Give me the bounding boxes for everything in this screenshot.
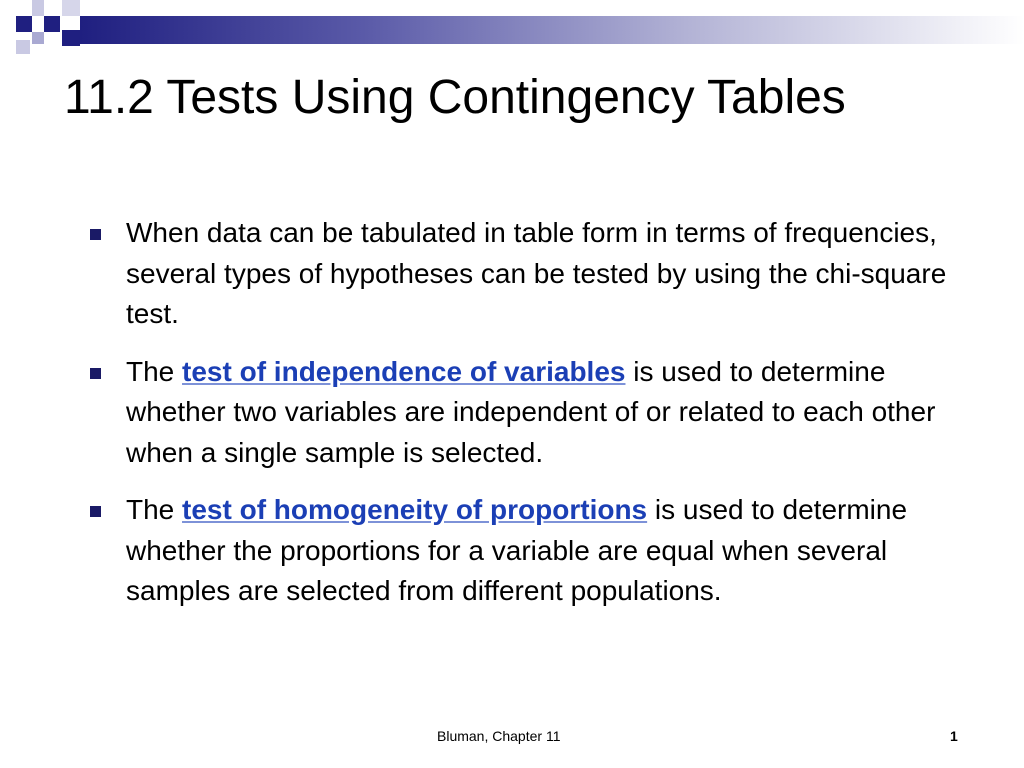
decoration-square-light [62,0,80,16]
bullet-text: When data can be tabulated in table form in terms of frequencies, several types of hypotheses can be tested by using the chi-square test. [126,217,947,329]
bullet-suffix: is used to determine whether the proportions for a variable are equal when several samples are selected from different populations. [126,494,908,606]
decoration-square-navy [62,30,80,46]
decoration-square-light [32,32,44,44]
corner-squares-decoration [0,0,1024,60]
slide-title: 11.2 Tests Using Contingency Tables [64,71,846,124]
page-number: 1 [950,728,958,744]
square-bullet-icon [90,368,101,379]
bullet-prefix: The [126,355,183,387]
bullet-list [90,213,990,629]
square-bullet-icon [90,506,101,517]
bullet-item [90,490,990,612]
bullet-item [90,213,990,335]
decoration-square-navy [44,16,60,32]
square-bullet-icon [90,229,101,240]
key-term-homogeneity: test of homogeneity of proportions [182,494,648,525]
key-term-independence: test of independence of variables [182,355,626,387]
bullet-suffix: is used to determine whether two variables are independent of or related to each other when a single sample is selected. [126,355,936,468]
title-gradient-bar [80,16,1024,44]
bullet-item [90,352,990,474]
decoration-square-navy [16,16,32,32]
footer-text: Bluman, Chapter 11 [437,728,561,744]
decoration-square-light [16,40,30,54]
bullet-prefix: The [126,494,183,525]
decoration-square-light [32,0,44,16]
